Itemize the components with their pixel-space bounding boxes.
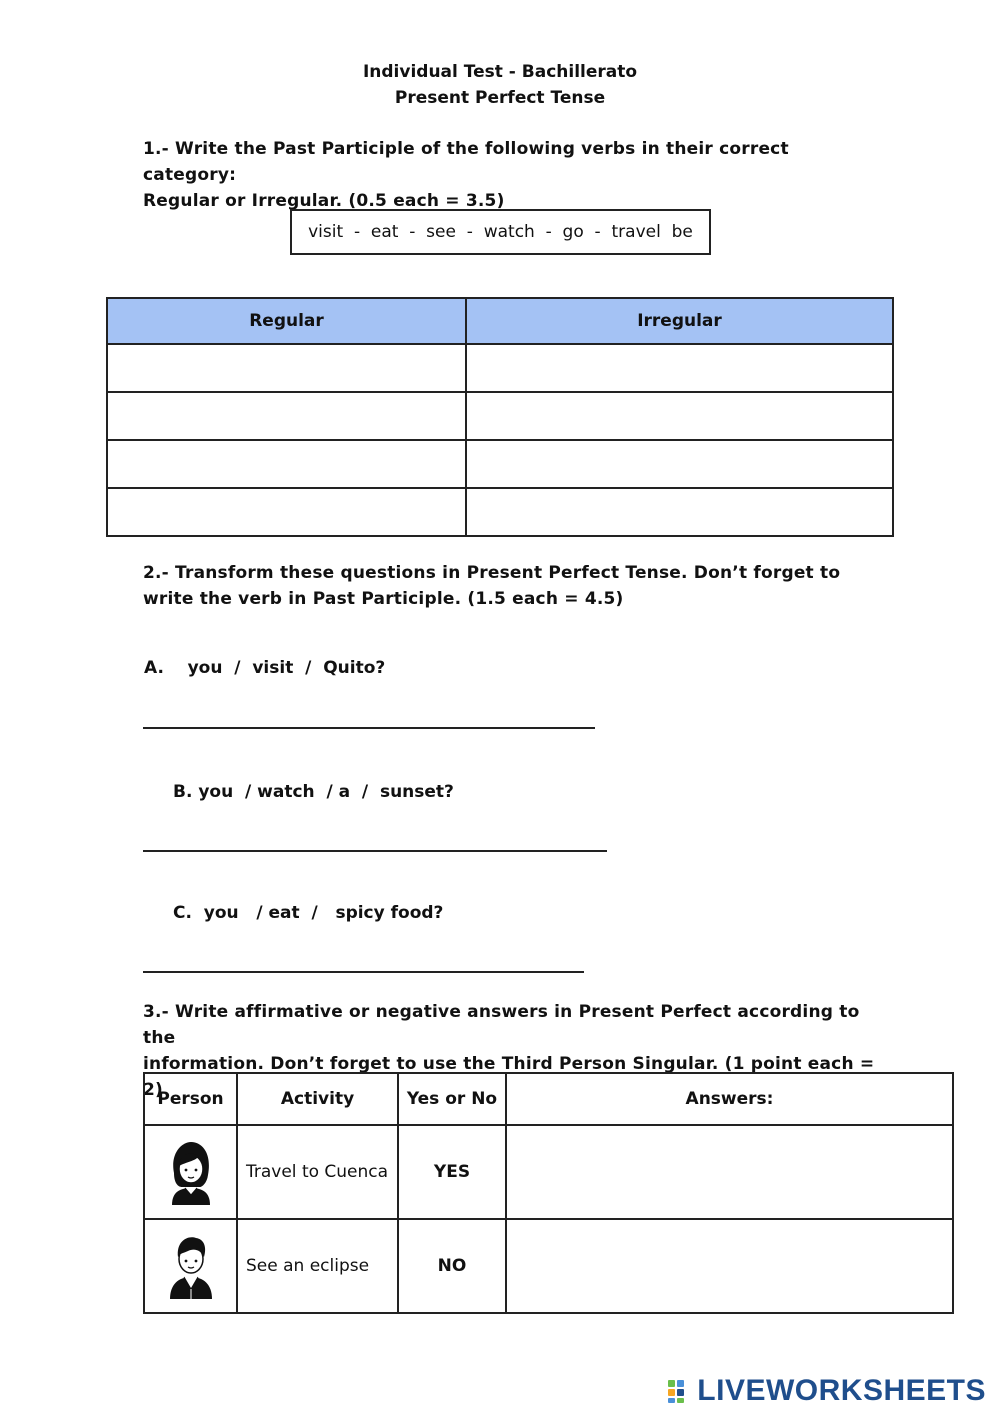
header-person: Person [144, 1073, 237, 1125]
activity-cell: See an eclipse [237, 1219, 398, 1313]
header-activity: Activity [237, 1073, 398, 1125]
answer-line-b[interactable] [143, 850, 607, 852]
table-row [107, 344, 893, 392]
regular-cell[interactable] [107, 440, 466, 488]
answer-line-a[interactable] [143, 727, 595, 729]
page-title: Individual Test - Bachillerato [362, 62, 638, 82]
answer-line-c[interactable] [143, 971, 584, 973]
table-row [107, 488, 893, 536]
header-regular: Regular [107, 298, 466, 344]
irregular-cell[interactable] [466, 440, 893, 488]
category-table [106, 297, 894, 537]
girl-avatar-icon [166, 1139, 216, 1205]
liveworksheets-logo[interactable] [667, 1374, 986, 1408]
boy-avatar-icon [166, 1233, 216, 1299]
activity-cell: Travel to Cuenca [237, 1125, 398, 1219]
section3-instruction-line1: 3.- Write affirmative or negative answers in Present Perfect according to the [143, 1002, 860, 1048]
section1-instructions [143, 136, 873, 214]
irregular-cell[interactable] [466, 344, 893, 392]
table-row [107, 440, 893, 488]
liveworksheets-logo-icon [667, 1378, 693, 1404]
regular-cell[interactable] [107, 392, 466, 440]
section2-instructions [143, 560, 873, 612]
irregular-cell[interactable] [466, 392, 893, 440]
irregular-cell[interactable] [466, 488, 893, 536]
liveworksheets-logo-text: LIVEWORKSHEETS [697, 1374, 986, 1407]
person-cell [144, 1125, 237, 1219]
answers-table [143, 1072, 954, 1314]
regular-cell[interactable] [107, 344, 466, 392]
section2-instruction-line2: write the verb in Past Participle. (1.5 each = 4.5) [143, 589, 624, 609]
answer-cell[interactable] [506, 1125, 953, 1219]
header-answers: Answers: [506, 1073, 953, 1125]
header-yes-or-no: Yes or No [398, 1073, 506, 1125]
section1-instruction-line1: 1.- Write the Past Participle of the following verbs in their correct category: [143, 139, 789, 185]
question-a: A. you / visit / Quito? [144, 658, 386, 678]
question-b: B. you / watch / a / sunset? [173, 782, 454, 802]
section3-instruction-line2: information. Don’t forget to use the Third Person Singular. (1 point each = 2) [143, 1054, 875, 1100]
question-c: C. you / eat / spicy food? [173, 903, 444, 923]
yes-no-cell: YES [398, 1125, 506, 1219]
table-row [107, 392, 893, 440]
section2-instruction-line1: 2.- Transform these questions in Present Perfect Tense. Don’t forget to [143, 563, 841, 583]
page-subtitle: Present Perfect Tense [394, 88, 606, 108]
header-irregular: Irregular [466, 298, 893, 344]
verb-bank-text: visit - eat - see - watch - go - travel be [308, 222, 693, 242]
yes-no-cell: NO [398, 1219, 506, 1313]
regular-cell[interactable] [107, 488, 466, 536]
section1-instruction-line2: Regular or Irregular. (0.5 each = 3.5) [143, 191, 505, 211]
answer-cell[interactable] [506, 1219, 953, 1313]
verb-bank [290, 209, 711, 255]
person-cell [144, 1219, 237, 1313]
table-row [144, 1125, 953, 1219]
table-row [144, 1219, 953, 1313]
